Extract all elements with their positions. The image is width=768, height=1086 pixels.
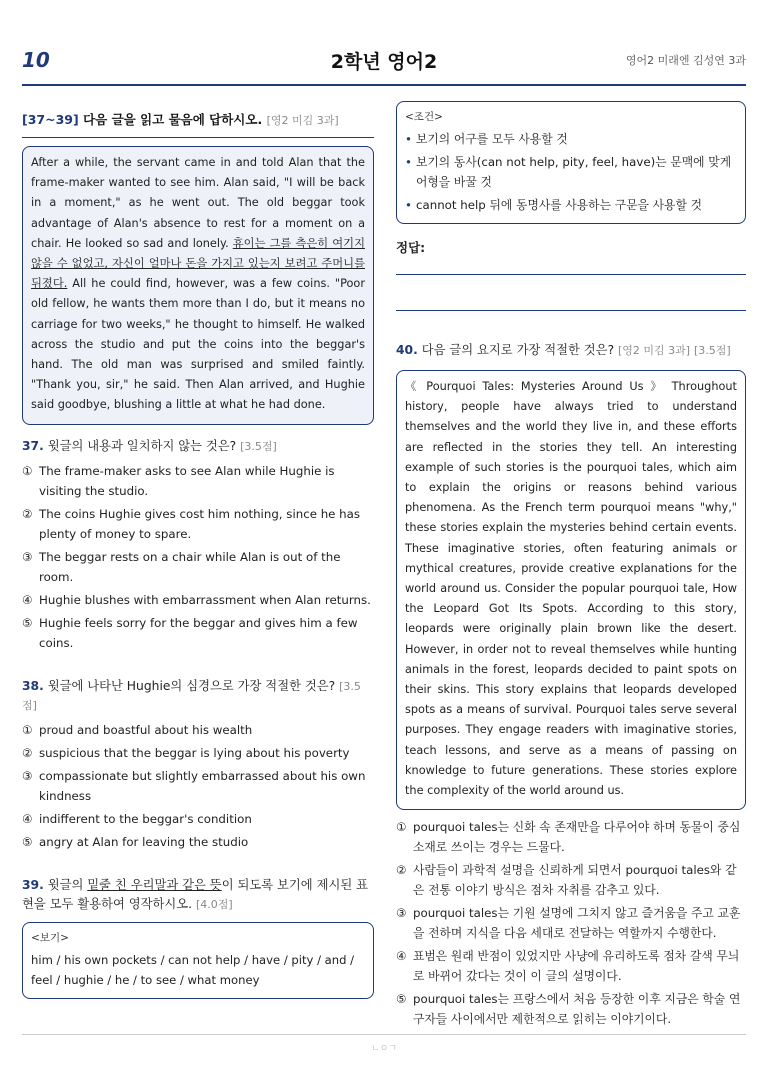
answer-option[interactable] [22,461,374,501]
option-text: Hughie blushes with embarrassment when Alan returns. [39,592,371,607]
answer-line[interactable] [396,274,746,275]
section-divider [22,137,374,138]
option-mark: ⑤ [22,615,33,630]
answer-option[interactable] [22,766,374,806]
reading-passage-40: 《 Pourquoi Tales: Mysteries Around Us 》 Throughout history, people have always tried to understand themselves and the world they live in, and these efforts are reflected in the stories they tell. An interesting example of such stories is the pourquoi tales, which aim to explain the origins or reasons behind various phenomena. As the French term pourquoi means "why," these stories explain the mysteries behind certain events. These imaginative stories, often featuring animals or mythical creatures, provide creative explanations for the world around us. Consider the popular pourquoi tale, How the Leopard Got Its Spots. According to this story, leopards were originally plain brown like the desert. However, in order not to reveal themselves while hunting animals in the forest, leopards decided to paint spots on their skins. This story explains that leopards developed spots as a means of survival. Pourquoi tales serve several purposes. They engage readers with imaginative stories, teach lessons, and serve as a means of passing on knowledge to future generations. These stories explore the complexity of the world around us. [396,370,746,810]
passage-text-b: All he could find, however, was a few coins. "Poor old fellow, he wants them more than I do, but it means no carriage for two weeks," he thought to himself. He walked across the studio and put the coins into the beggar's hand. The old man was surprised and smiled faintly. "Thank you, sir," he said. Then Alan arrived, and Hughie said goodbye, blushing a little at what he had done. [31,277,365,412]
header-divider [22,84,746,86]
option-text: pourquoi tales는 신화 속 존재만을 다루어야 하며 동물이 중심 소재로 쓰이는 경우는 드물다. [413,820,741,855]
question-score: [3.5점] [240,439,277,453]
option-text: angry at Alan for leaving the studio [39,834,249,849]
answer-option[interactable] [22,613,374,653]
condition-item [405,129,737,150]
question-38 [22,677,374,715]
exam-meta: 영어2 미래엔 김성연 3과 [625,54,746,67]
word-bank-text: him / his own pockets / can not help / have / pity / and / feel / hughie / he / to see / what money [31,952,355,987]
answer-label: 정답: [396,240,426,255]
option-text: compassionate but slightly embarrassed about his own kindness [39,768,366,803]
left-column [22,106,374,999]
question-underlined: 밑줄 친 우리말과 같은 뜻 [87,877,222,892]
question-number: 37. [22,438,44,453]
page-number: 10 [22,48,50,72]
underlined-korean-sentence: 휴이는 그를 측은히 여기지 않을 수 없었고, 자신이 얼마나 돈을 가지고 있는지 보려고 주머니를 뒤졌다. [31,236,365,291]
answer-option[interactable] [396,817,746,857]
footer-mark: ㄴㅇㄱ [370,1044,398,1054]
option-text: The beggar rests on a chair while Alan is out of the room. [39,549,341,584]
question-range: [37~39] [22,112,79,127]
answer-option[interactable] [22,809,374,829]
reading-passage [22,146,374,425]
option-text: proud and boastful about his wealth [39,722,253,737]
question-number: 38. [22,678,44,693]
options-37 [22,461,374,653]
answer-option[interactable] [396,946,746,986]
question-text-a: 윗글의 [47,877,88,892]
option-mark: ④ [22,592,33,607]
condition-item [405,152,737,193]
word-bank-box [22,922,374,999]
answer-option[interactable] [396,860,746,900]
condition-text: 보기의 어구를 모두 사용할 것 [416,132,568,146]
question-40 [396,341,746,360]
conditions-label: <조건> [405,111,443,123]
option-text: pourquoi tales는 프랑스에서 처음 등장한 이후 지금은 학술 연구자들 사이에서만 제한적으로 읽히는 이야기이다. [413,992,741,1027]
option-mark: ③ [396,906,407,921]
question-text: 윗글의 내용과 일치하지 않는 것은? [47,438,237,453]
option-text: Hughie feels sorry for the beggar and gives him a few coins. [39,615,358,650]
page-title: 2학년 영어2 [330,51,438,73]
question-number: 39. [22,877,44,892]
question-text: 윗글에 나타난 Hughie의 심경으로 가장 적절한 것은? [47,678,336,693]
option-text: suspicious that the beggar is lying about his poverty [39,745,350,760]
option-text: The frame-maker asks to see Alan while Hughie is visiting the studio. [39,463,335,498]
option-text: 사람들이 과학적 설명을 신뢰하게 되면서 pourquoi tales와 같은 전통 이야기 방식은 점차 자취를 감추고 있다. [413,863,737,898]
option-mark: ① [22,463,33,478]
question-text-b: 이 되도록 보기에 제시된 표현을 모두 활용하여 영작하시오. [22,877,369,911]
question-score: [4.0점] [195,897,233,911]
word-bank-label: <보기> [31,931,69,944]
condition-text: cannot help 뒤에 동명사를 사용하는 구문을 사용할 것 [416,197,702,212]
options-40 [396,817,746,1029]
condition-item [405,195,737,216]
answer-option[interactable] [22,547,374,587]
option-mark: ① [22,722,33,737]
question-number: 40. [396,343,418,357]
section-heading [22,110,374,128]
question-text: 다음 글의 요지로 가장 적절한 것은? [421,343,615,357]
bullet-icon: • [405,197,412,212]
option-mark: ① [396,820,407,835]
options-38 [22,720,374,852]
answer-option[interactable] [22,504,374,544]
condition-text: 보기의 동사(can not help, pity, feel, have)는 문맥에 맞게 어형을 바꿀 것 [416,154,732,189]
section-instruction: 다음 글을 읽고 물음에 답하시오. [83,112,263,127]
answer-option[interactable] [22,743,374,763]
question-37 [22,437,374,456]
bullet-icon: • [405,154,412,169]
conditions-box [396,101,746,224]
option-mark: ② [22,745,33,760]
bullet-icon: • [405,132,412,146]
answer-option[interactable] [22,590,374,610]
option-mark: ⑤ [396,992,407,1007]
answer-line[interactable] [396,310,746,311]
passage-text-a: After a while, the servant came in and told Alan that the frame-maker wanted to see him. Alan said, "I will be back in a moment," as he went out. The old beggar took advantage of Alan's absence to rest for a moment on a chair. He looked so sad and lonely. [31,156,365,250]
answer-option[interactable] [22,832,374,852]
option-text: 표범은 원래 반점이 있었지만 사냥에 유리하도록 점차 갈색 무늬로 바뀌어 갔다는 것이 이 글의 설명이다. [413,949,740,984]
option-mark: ③ [22,768,33,783]
option-text: pourquoi tales는 기원 설명에 그치지 않고 즐거움을 주고 교훈을 전하며 지식을 다음 세대로 전달하는 역할까지 수행한다. [413,906,741,941]
answer-option[interactable] [396,989,746,1029]
question-source: [영2 미김 3과] [618,344,691,357]
option-mark: ② [22,506,33,521]
right-column [396,101,746,1032]
section-source: [영2 미김 3과] [266,114,339,127]
option-mark: ④ [22,811,33,826]
question-score: [3.5점] [694,344,731,357]
answer-option[interactable] [396,903,746,943]
question-39 [22,876,374,914]
page-header [22,38,746,84]
option-mark: ② [396,863,407,878]
footer-divider [22,1034,746,1035]
option-mark: ④ [396,949,407,964]
option-mark: ⑤ [22,834,33,849]
option-text: indifferent to the beggar's condition [39,811,252,826]
option-mark: ③ [22,549,33,564]
question-score: [3.5점] [22,679,361,712]
option-text: The coins Hughie gives cost him nothing, since he has plenty of money to spare. [39,506,361,541]
answer-option[interactable] [22,720,374,740]
